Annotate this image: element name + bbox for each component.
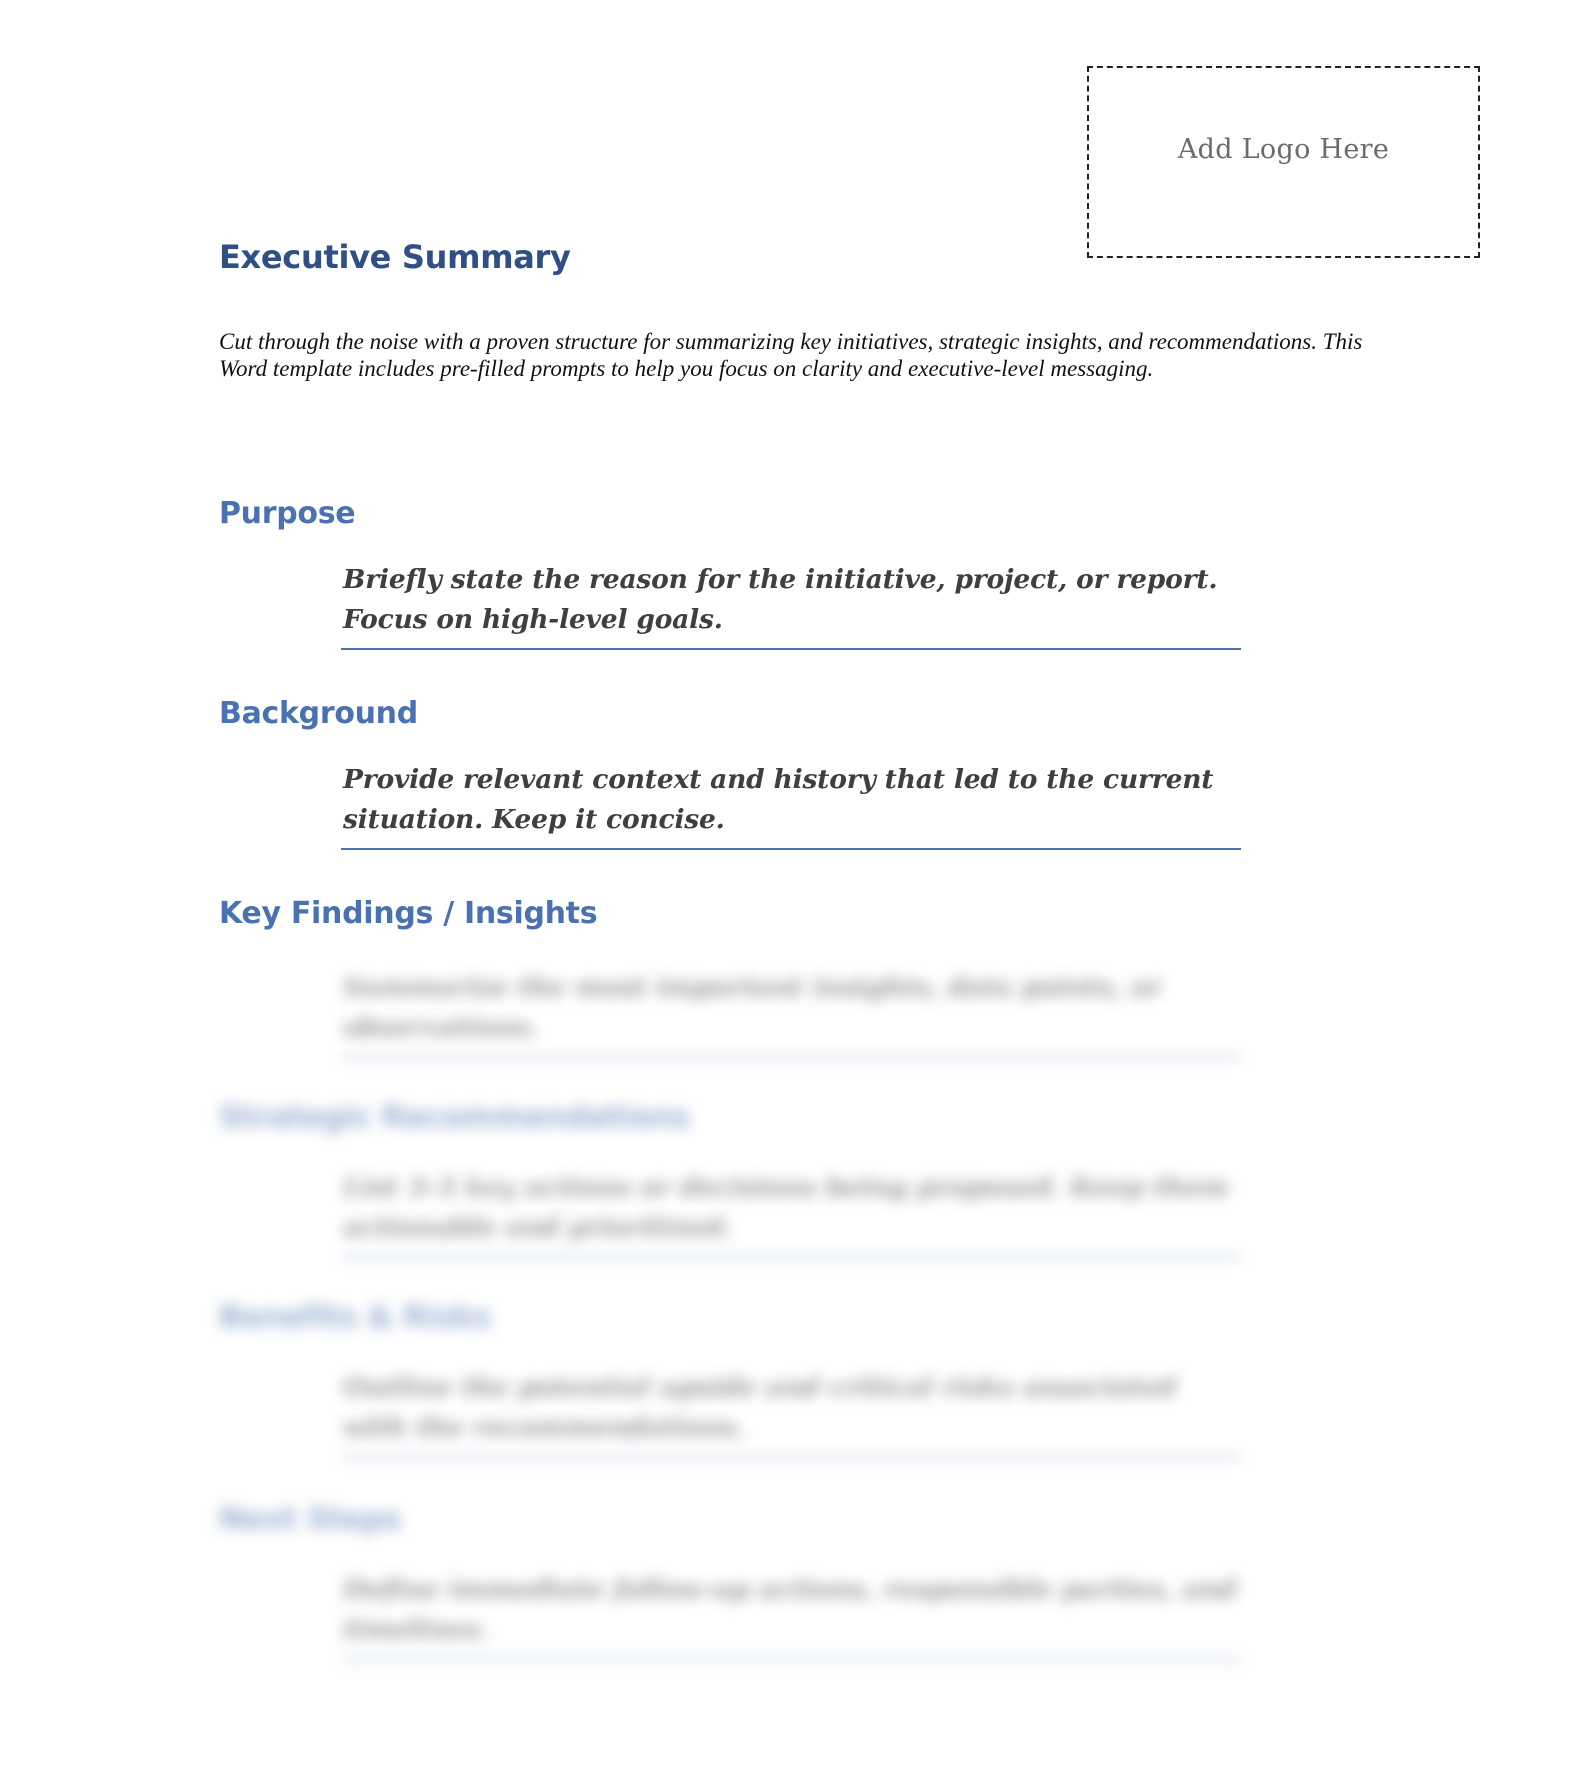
logo-placeholder-text: Add Logo Here xyxy=(1177,134,1390,165)
section-heading-key-findings: Key Findings / Insights xyxy=(219,896,598,931)
prompt-benefits-risks[interactable]: Outline the potential upside and critical risks associated with the recommendations. xyxy=(343,1372,1177,1443)
section-background xyxy=(219,696,1239,835)
prompt-background[interactable]: Provide relevant context and history that led to the current situation. Keep it concise. xyxy=(343,764,1214,835)
section-heading-background: Background xyxy=(219,696,418,731)
logo-placeholder-box[interactable] xyxy=(1087,66,1480,258)
section-heading-strategic-recommendations: Strategic Recommendations xyxy=(219,1100,690,1135)
prompt-strategic-recommendations[interactable]: List 3–5 key actions or decisions being proposed. Keep them actionable and prioritized. xyxy=(343,1172,1229,1243)
section-strategic-recommendations xyxy=(219,1100,1239,1243)
rule-benefits-risks xyxy=(341,1456,1241,1458)
rule-strategic-recommendations xyxy=(341,1256,1241,1258)
section-benefits-risks xyxy=(219,1300,1239,1443)
rule-purpose xyxy=(341,648,1241,650)
section-key-findings xyxy=(219,896,1239,1043)
rule-key-findings xyxy=(341,1056,1241,1058)
rule-background xyxy=(341,848,1241,850)
prompt-next-steps[interactable]: Define immediate follow-up actions, responsible parties, and timelines. xyxy=(343,1574,1237,1645)
section-heading-next-steps: Next Steps xyxy=(219,1502,402,1537)
prompt-key-findings[interactable]: Summarize the most important insights, data points, or observations. xyxy=(343,972,1162,1043)
prompt-purpose[interactable]: Briefly state the reason for the initiative, project, or report. Focus on high-level goals. xyxy=(343,564,1218,635)
intro-paragraph: Cut through the noise with a proven structure for summarizing key initiatives, strategic insights, and recommendations. This Word template includes pre-filled prompts to help you focus on clarity and executive-level messaging. xyxy=(219,329,1363,381)
document-title: Executive Summary xyxy=(219,238,571,276)
section-heading-benefits-risks: Benefits & Risks xyxy=(219,1300,491,1335)
section-purpose xyxy=(219,496,1239,635)
rule-next-steps xyxy=(341,1658,1241,1660)
section-heading-purpose: Purpose xyxy=(219,496,356,531)
section-next-steps xyxy=(219,1502,1239,1645)
